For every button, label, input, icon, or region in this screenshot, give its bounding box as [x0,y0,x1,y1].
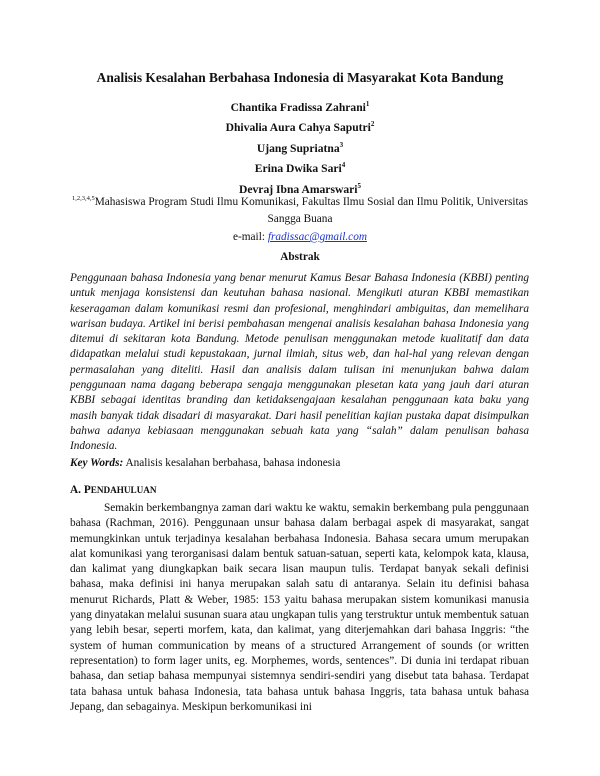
author: Dhivalia Aura Cahya Saputri$^2$ [225,120,375,135]
author: Ujang Supriatna$^3$ [256,140,344,155]
affiliation-marker: 1,2,3,4,5 [71,195,95,202]
abstract-heading: Abstrak [280,251,320,263]
body-text [70,501,529,715]
affiliation-text: Mahasiswa Program Studi Ilmu Komunikasi, Fakultas Ilmu Sosial dan Ilmu Politik, Universitas Sangga Buana [94,195,529,225]
abstract-text: Penggunaan bahasa Indonesia yang benar menurut Kamus Besar Bahasa Indonesia (KBBI) penting untuk menjaga konsistensi dan keutuhan bahasa nasional. Mengikuti aturan KBBI memastikan keseragaman dalam komunikasi resmi dan profesional, menghindari ambiguitas, dan memelihara warisan budaya. Artikel ini berisi pembahasan mengenai analisis kesalahan bahasa Indonesia yang ditemui di sekitaran kota Bandung. Metode penulisan menggunakan metode kualitatif dan data didapatkan melalui studi kepustakaan, jurnal ilmiah, situs web, dan hal-hal yang relevan dengan permasalahan yang diteliti. Hasil dan analisis dalam tulisan ini menunjukan bahwa dalam penggunaan nama dagang beberapa sengaja menggunakan plesetan kata yang jauh dari aturan KBBI sebagai identitas branding dan ketidaksengajaan kesalahan penggunaan kata baku yang masih banyak tidak disadari di masyarakat. Dari hasil penelitian kajian pustaka dapat disimpulkan bahwa adanya kebiasaan menggunakan sebuah kata yang “salah” dalam penulisan bahasa Indonesia. [70,272,529,453]
author-list [0,96,600,198]
email-line [0,231,600,243]
author: Devraj Ibna Amarswari$^5$ [238,181,361,196]
section-heading: A. PENDAHULUAN [70,484,157,496]
email-label: e-mail: [232,231,268,243]
keywords-label: Key Words: [70,457,124,469]
email-link[interactable]: fradissac@gmail.com [267,231,368,243]
author: Erina Dwika Sari$^4$ [254,161,346,176]
author: Chantika Fradissa Zahrani$^1$ [230,100,370,114]
keywords-text: Analisis kesalahan berbahasa, bahasa indonesia [123,457,341,469]
paper-title: Analisis Kesalahan Berbahasa Indonesia di Masyarakat Kota Bandung [96,70,504,85]
affiliation [70,190,530,228]
paragraph: Semakin berkembangnya zaman dari waktu ke waktu, semakin berkembang pula penggunaan bahasa (Rachman, 2016). Penggunaan unsur bahasa dalam berbagai aspek di masyarakat, sangat memungkinkan untuk terjadinya kesalahan berbahasa Indonesia. Bahasa secara umum merupakan alat komunikasi yang terorganisasi dalam bentuk satuan-satuan, seperti kata, kelompok kata, klausa, dan kalimat yang diungkapkan baik secara lisan maupun tulis. Terdapat banyak sekali definisi bahasa, maka definisi ini hanya merupakan salah satu di antaranya. Selain itu definisi bahasa menurut Richards, Platt & Weber, 1985: 153 yaitu bahasa merupakan sistem komunikasi manusia yang dinyatakan melalui susunan suara atau ungkapan tulis yang terstruktur untuk membentuk satuan yang lebih besar, seperti morfem, kata, dan kalimat, yang diterjemahkan dari bahasa Inggris: “the system of human communication by means of a structured Arrangement of sounds (or written representation) to form lager units, eg. Morphemes, words, sentences”. Di dunia ini terdapat ribuan bahasa, dan setiap bahasa mempunyai sistemnya sendiri-sendiri yang disebut tata bahasa. Terdapat tata bahasa untuk bahasa Indonesia, tata bahasa untuk bahasa Inggris, tata bahasa untuk bahasa Jepang, dan sebagainya. Meskipun berkomunikasi ini [70,502,529,713]
keywords [70,457,529,469]
